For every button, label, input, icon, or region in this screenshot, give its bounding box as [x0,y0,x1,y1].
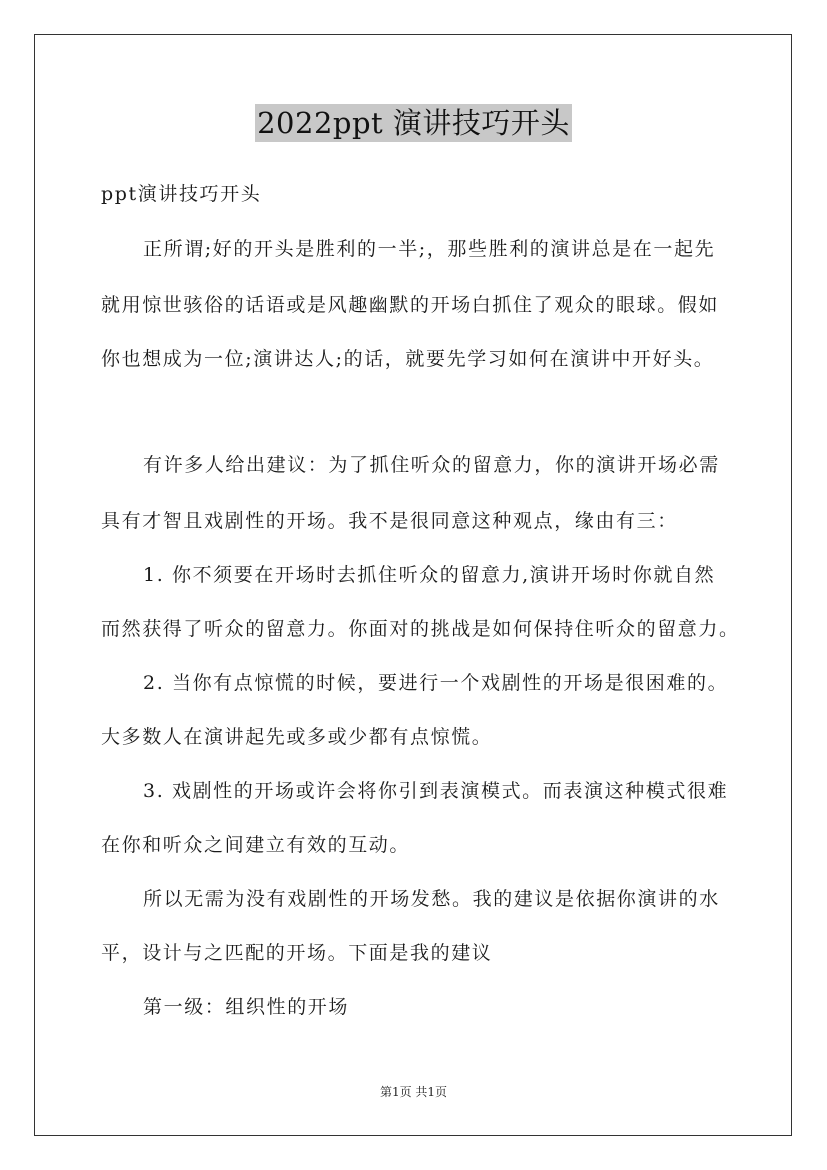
paragraph-line: 有许多人给出建议：为了抓住听众的留意力，你的演讲开场必需 [143,454,720,476]
list-item-line: 3. 戏剧性的开场或许会将你引到表演模式。而表演这种模式很难 [143,780,729,802]
title-wrapper [0,104,827,142]
list-item-line: 大多数人在演讲起先或多或少都有点惊慌。 [101,726,493,748]
paragraph-line: 就用惊世骇俗的话语或是风趣幽默的开场白抓住了观众的眼球。假如 [101,294,720,316]
paragraph-line: 正所谓;好的开头是胜利的一半;，那些胜利的演讲总是在一起先 [143,238,716,260]
paragraph-line: 你也想成为一位;演讲达人;的话，就要先学习如何在演讲中开好头。 [101,348,715,370]
document-title: 2022ppt 演讲技巧开头 [257,106,570,140]
page-footer: 第1页 共1页 [379,1085,448,1099]
paragraph-line: 平，设计与之匹配的开场。下面是我的建议 [101,942,493,964]
paragraph-line: 具有才智且戏剧性的开场。我不是很同意这种观点，缘由有三： [101,510,678,532]
subtitle-line: ppt演讲技巧开头 [101,183,262,205]
list-item-line: 而然获得了听众的留意力。你面对的挑战是如何保持住听众的留意力。 [101,618,740,640]
list-item-line: 1. 你不须要在开场时去抓住听众的留意力,演讲开场时你就自然 [143,564,716,586]
list-item-line: 2. 当你有点惊慌的时候，要进行一个戏剧性的开场是很困难的。 [143,672,729,694]
list-item-line: 在你和听众之间建立有效的互动。 [101,834,411,856]
paragraph-line: 所以无需为没有戏剧性的开场发愁。我的建议是依据你演讲的水 [143,888,720,910]
section-heading: 第一级：组织性的开场 [143,996,350,1018]
